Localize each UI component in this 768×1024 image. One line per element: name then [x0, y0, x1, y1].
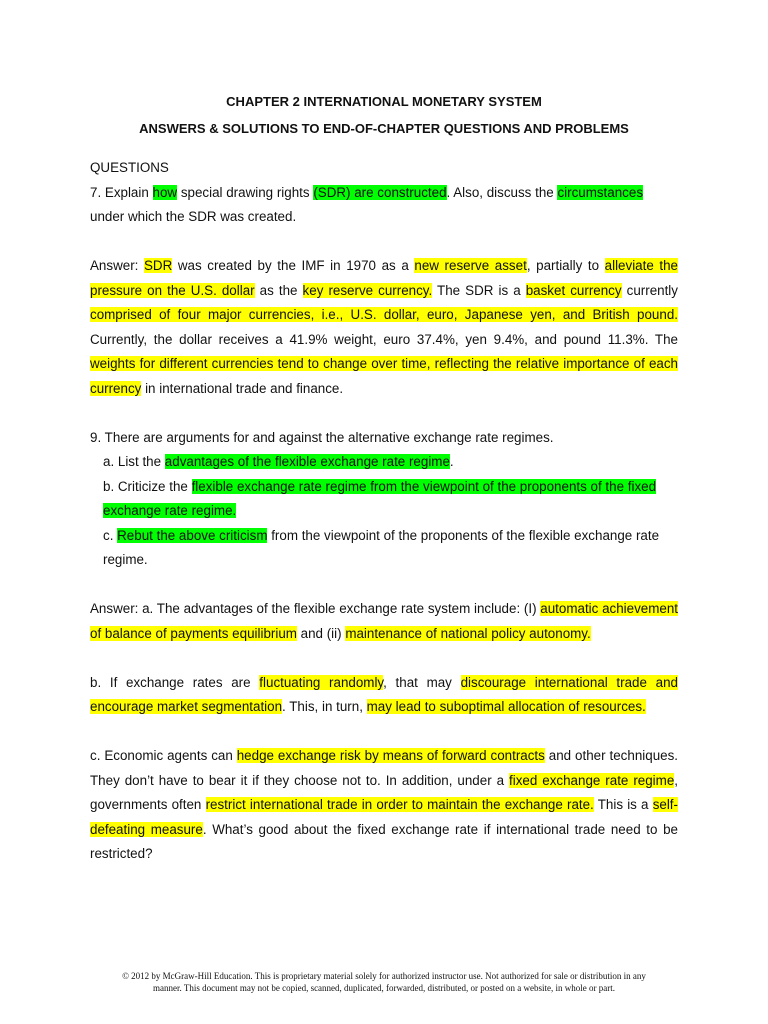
highlighted-text-green: Rebut the above criticism	[117, 527, 268, 543]
answer-9-c	[90, 744, 678, 867]
text-run: Currently, the dollar receives a 41.9% weight, euro 37.4%, yen 9.4%, and pound 11.3%. The	[90, 331, 678, 347]
footer-line-2: manner. This document may not be copied, scanned, duplicated, forwarded, distributed, or posted on a website, in whole or part.	[153, 983, 615, 993]
highlighted-text-yellow: fluctuating randomly	[259, 674, 384, 690]
text-run: 7. Explain	[90, 184, 153, 200]
text-run: and other techniques. They don’t have to bear it if they choose not to. In addition, under a	[90, 748, 678, 788]
highlighted-text-yellow: hedge exchange risk by means of forward contracts	[236, 748, 545, 763]
text-run: in international trade and finance.	[141, 380, 344, 396]
answer-7	[90, 254, 678, 401]
text-run: . What’s good about the fixed exchange rate if international trade need to be restricted?	[90, 821, 678, 861]
text-run: c. Economic agents can	[90, 748, 237, 763]
text-run: , that may	[383, 674, 461, 690]
answer-9-a	[90, 597, 678, 646]
highlighted-text-green: flexible exchange rate regime from the viewpoint of the proponents of the fixed exchange rate regime.	[103, 478, 657, 518]
text-run: , governments often	[90, 772, 678, 812]
question-7-line-2: under which the SDR was created.	[90, 209, 297, 224]
highlighted-text-yellow: key reserve currency.	[302, 282, 433, 298]
highlighted-text-yellow: SDR	[143, 258, 173, 273]
chapter-title: CHAPTER 2 INTERNATIONAL MONETARY SYSTEM	[226, 94, 542, 109]
text-run: currently	[621, 282, 678, 298]
text-run: . This, in turn,	[282, 699, 367, 714]
highlighted-text-yellow: alleviate the pressure on the U.S. dollar	[90, 258, 679, 298]
text-run: and (ii)	[296, 625, 346, 641]
text-run: Answer:	[90, 258, 144, 273]
highlighted-text-yellow: new reserve asset	[414, 258, 527, 273]
text-run: , partially to	[526, 258, 605, 273]
footer-line-1: © 2012 by McGraw-Hill Education. This is proprietary material solely for authorized instructor use. Not authorized for sale or distribution in any	[122, 971, 646, 981]
text-run: was created by the IMF in 1970 as a	[172, 258, 415, 273]
copyright-footer	[88, 970, 680, 994]
highlighted-text-green: advantages of the flexible exchange rate regime	[164, 454, 450, 469]
question-9-part-a	[90, 450, 678, 475]
highlighted-text-green: how	[152, 184, 178, 200]
text-run: a. List the	[103, 454, 165, 469]
highlighted-text-yellow: automatic achievement of balance of payments equilibrium	[90, 601, 678, 641]
text-run: c.	[103, 527, 118, 543]
highlighted-text-yellow: discourage international trade and encourage market segmentation	[90, 674, 678, 714]
questions-heading: QUESTIONS	[90, 160, 169, 175]
highlighted-text-yellow: self-defeating measure	[90, 797, 678, 837]
highlighted-text-yellow: may lead to suboptimal allocation of resources.	[366, 699, 646, 714]
text-run: as the	[254, 282, 303, 298]
highlighted-text-yellow: restrict international trade in order to maintain the exchange rate.	[205, 797, 594, 812]
highlighted-text-yellow: comprised of four major currencies, i.e., U.S. dollar, euro, Japanese yen, and British pound.	[90, 307, 678, 322]
highlighted-text-yellow: maintenance of national policy autonomy.	[345, 625, 591, 641]
text-run: special drawing rights	[177, 184, 314, 200]
highlighted-text-yellow: basket currency	[525, 282, 622, 298]
answer-9-b	[90, 671, 678, 720]
question-9-intro: 9. There are arguments for and against the alternative exchange rate regimes.	[90, 429, 554, 445]
text-run: Answer: a. The advantages of the flexible exchange rate system include: (I)	[90, 601, 541, 616]
document-page	[90, 88, 678, 867]
section-subtitle: ANSWERS & SOLUTIONS TO END-OF-CHAPTER QUESTIONS AND PROBLEMS	[139, 121, 629, 136]
text-run: from the viewpoint of the proponents of the flexible exchange rate regime.	[103, 527, 660, 567]
text-run: . Also, discuss the	[446, 184, 558, 200]
question-9-part-c	[90, 524, 678, 573]
text-run: This is a	[593, 797, 653, 812]
question-7-line-1	[90, 181, 678, 206]
text-run: b. Criticize the	[103, 478, 192, 494]
text-run: b. If exchange rates are	[90, 674, 260, 690]
highlighted-text-yellow: weights for different currencies tend to change over time, reflecting the relative importance of each currency	[90, 356, 678, 396]
question-9-part-b	[90, 475, 678, 524]
text-run: The SDR is a	[432, 282, 526, 298]
highlighted-text-green: (SDR) are constructed	[313, 184, 447, 200]
highlighted-text-yellow: fixed exchange rate regime	[509, 772, 675, 788]
text-run: .	[449, 454, 454, 469]
highlighted-text-green: circumstances	[557, 184, 644, 200]
